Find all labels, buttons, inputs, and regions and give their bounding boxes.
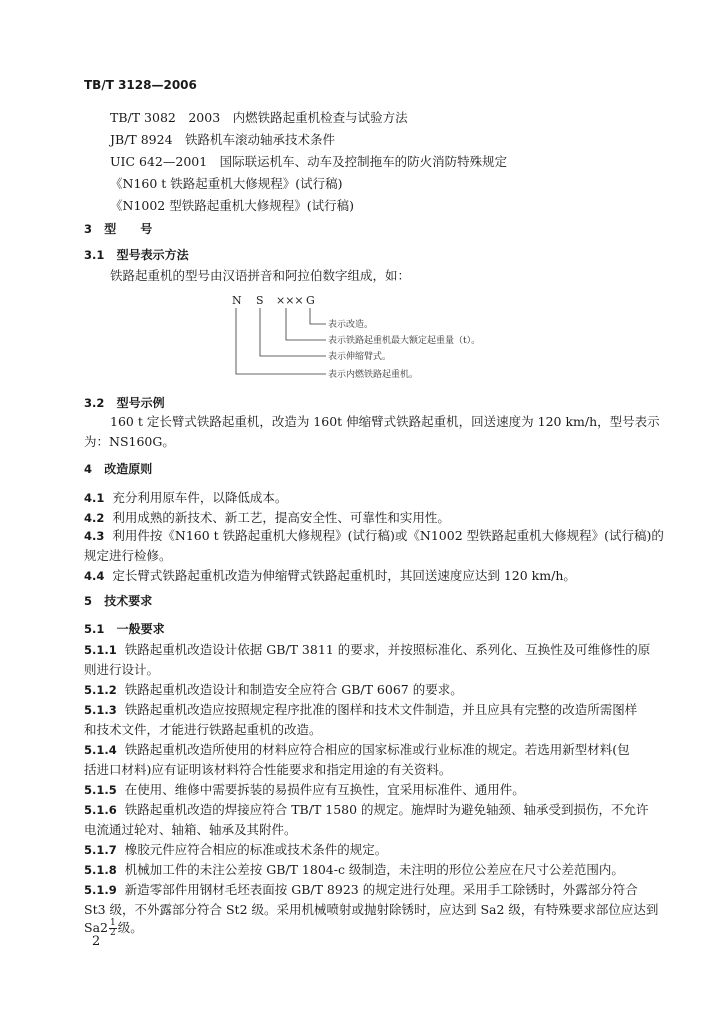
example-line-1: 160 t 定长臂式铁路起重机，改造为 160t 伸缩臂式铁路起重机，回送速度为 120 km/h，型号表示 xyxy=(110,414,660,429)
clause-4-2 xyxy=(84,508,450,526)
page-number: 2 xyxy=(92,934,101,949)
label-diesel-crane: 表示内燃铁路起重机。 xyxy=(328,370,419,380)
clause-number: 5.1.9 xyxy=(84,883,117,897)
clause-text: 新造零部件用钢材毛坯表面按 GB/T 8923 的规定进行处理。采用手工除锈时，外露部分符合 xyxy=(124,882,638,897)
model-description: 铁路起重机的型号由汉语拼音和阿拉伯数字组成，如： xyxy=(110,268,411,283)
grade-prefix: Sa2 xyxy=(84,920,108,935)
section-title: 一般要求 xyxy=(116,622,165,636)
code-capacity: ××× xyxy=(276,294,304,307)
clause-text: 利用成熟的新技术、新工艺，提高安全性、可靠性和实用性。 xyxy=(112,510,450,525)
clause-5-1-2 xyxy=(84,680,463,698)
section-title: 技术要求 xyxy=(104,594,153,608)
clause-number: 5.1.8 xyxy=(84,863,117,877)
clause-number: 4.4 xyxy=(84,569,105,583)
clause-4-1 xyxy=(84,488,287,506)
fraction-numerator: 1 xyxy=(109,918,116,928)
clause-text: 在使用、维修中需要拆装的易损件应有互换性，宜采用标准件、通用件。 xyxy=(124,782,525,797)
clause-text: 橡胶元件应符合相应的标准或技术条件的规定。 xyxy=(124,842,388,857)
clause-5-1-1-cont: 则进行设计。 xyxy=(84,662,160,677)
clause-text: 铁路起重机改造设计和制造安全应符合 GB/T 6067 的要求。 xyxy=(124,682,463,697)
clause-text: 铁路起重机改造的焊接应符合 TB/T 1580 的规定。施焊时为避免轴颈、轴承受到损伤，不允许 xyxy=(124,802,649,817)
clause-number: 5.1.3 xyxy=(84,703,117,717)
grade-suffix: 级。 xyxy=(117,920,143,935)
label-telescopic: 表示伸缩臂式。 xyxy=(328,352,392,362)
clause-number: 5.1.1 xyxy=(84,643,117,657)
page-header: TB/T 3128—2006 xyxy=(84,78,197,92)
clause-number: 4.1 xyxy=(84,491,105,505)
section-number: 5 xyxy=(84,594,93,608)
fraction xyxy=(109,919,117,938)
clause-text: 机械加工件的未注公差按 GB/T 1804-c 级制造，未注明的形位公差应在尺寸公差范围内。 xyxy=(124,862,624,877)
reference-item: 《N160 t 铁路起重机大修规程》(试行稿) xyxy=(110,176,343,191)
label-capacity: 表示铁路起重机最大额定起重量（t）。 xyxy=(328,336,481,346)
clause-number: 5.1.5 xyxy=(84,783,117,797)
section-heading-5 xyxy=(84,592,152,609)
clause-text: 铁路起重机改造所使用的材料应符合相应的国家标准或行业标准的规定。若选用新型材料(包 xyxy=(124,742,630,757)
clause-5-1-3-cont: 和技术文件，才能进行铁路起重机的改造。 xyxy=(84,722,322,737)
clause-5-1-1 xyxy=(84,640,650,658)
section-number: 5.1 xyxy=(84,622,105,636)
section-number: 3.2 xyxy=(84,396,105,410)
clause-number: 5.1.6 xyxy=(84,803,117,817)
clause-number: 4.2 xyxy=(84,511,105,525)
reference-item: UIC 642—2001 国际联运机车、动车及控制拖车的防火消防特殊规定 xyxy=(110,154,508,169)
section-heading-3 xyxy=(84,220,152,237)
reference-item: JB/T 8924 铁路机车滚动轴承技术条件 xyxy=(110,132,336,147)
clause-text: 定长臂式铁路起重机改造为伸缩臂式铁路起重机时，其回送速度应达到 120 km/h。 xyxy=(112,568,576,583)
model-code-diagram xyxy=(220,290,540,390)
clause-5-1-4-cont: 括进口材料)应有证明该材料符合性能要求和指定用途的有关资料。 xyxy=(84,762,452,777)
section-heading-4 xyxy=(84,460,152,477)
clause-4-3 xyxy=(84,526,664,544)
section-number: 3 xyxy=(84,222,93,236)
label-retrofit: 表示改造。 xyxy=(328,320,374,330)
clause-5-1-6 xyxy=(84,800,649,818)
code-letter-s: S xyxy=(256,294,264,307)
section-title: 改造原则 xyxy=(104,462,153,476)
reference-item: TB/T 3082 2003 内燃铁路起重机检查与试验方法 xyxy=(110,110,408,125)
reference-item: 《N1002 型铁路起重机大修规程》(试行稿) xyxy=(110,198,354,213)
section-number: 4 xyxy=(84,462,93,476)
code-letter-g: G xyxy=(306,294,315,307)
clause-text: 充分利用原车件，以降低成本。 xyxy=(112,490,288,505)
clause-5-1-9 xyxy=(84,880,638,898)
clause-number: 4.3 xyxy=(84,529,105,543)
clause-text: 铁路起重机改造应按照规定程序批准的图样和技术文件制造，并且应具有完整的改造所需图样 xyxy=(124,702,638,717)
clause-number: 5.1.7 xyxy=(84,843,117,857)
clause-5-1-5 xyxy=(84,780,525,798)
clause-5-1-3 xyxy=(84,700,637,718)
clause-text: 利用件按《N160 t 铁路起重机大修规程》(试行稿)或《N1002 型铁路起重机大修规程》(试行稿)的 xyxy=(112,528,664,543)
clause-number: 5.1.4 xyxy=(84,743,117,757)
fraction-denominator: 2 xyxy=(109,928,116,938)
clause-5-1-9-cont: St3 级，不外露部分符合 St2 级。采用机械喷射或抛射除锈时，应达到 Sa2 级，有特殊要求部位应达到 xyxy=(84,902,659,917)
code-letter-n: N xyxy=(232,294,242,307)
section-heading-5-1 xyxy=(84,620,165,637)
clause-5-1-8 xyxy=(84,860,624,878)
clause-5-1-7 xyxy=(84,840,387,858)
example-line-2: 为：NS160G。 xyxy=(84,434,175,449)
clause-4-4 xyxy=(84,566,576,584)
clause-5-1-6-cont: 电流通过轮对、轴箱、轴承及其附件。 xyxy=(84,822,297,837)
section-title: 型 号 xyxy=(104,222,153,236)
clause-text: 铁路起重机改造设计依据 GB/T 3811 的要求，并按照标准化、系列化、互换性及可维修性的原 xyxy=(124,642,651,657)
section-title: 型号表示方法 xyxy=(116,248,189,262)
clause-4-3-cont: 规定进行检修。 xyxy=(84,548,172,563)
clause-5-1-4 xyxy=(84,740,630,758)
section-heading-3-2 xyxy=(84,394,165,411)
section-title: 型号示例 xyxy=(116,396,165,410)
clause-number: 5.1.2 xyxy=(84,683,117,697)
section-number: 3.1 xyxy=(84,248,105,262)
section-heading-3-1 xyxy=(84,246,189,263)
